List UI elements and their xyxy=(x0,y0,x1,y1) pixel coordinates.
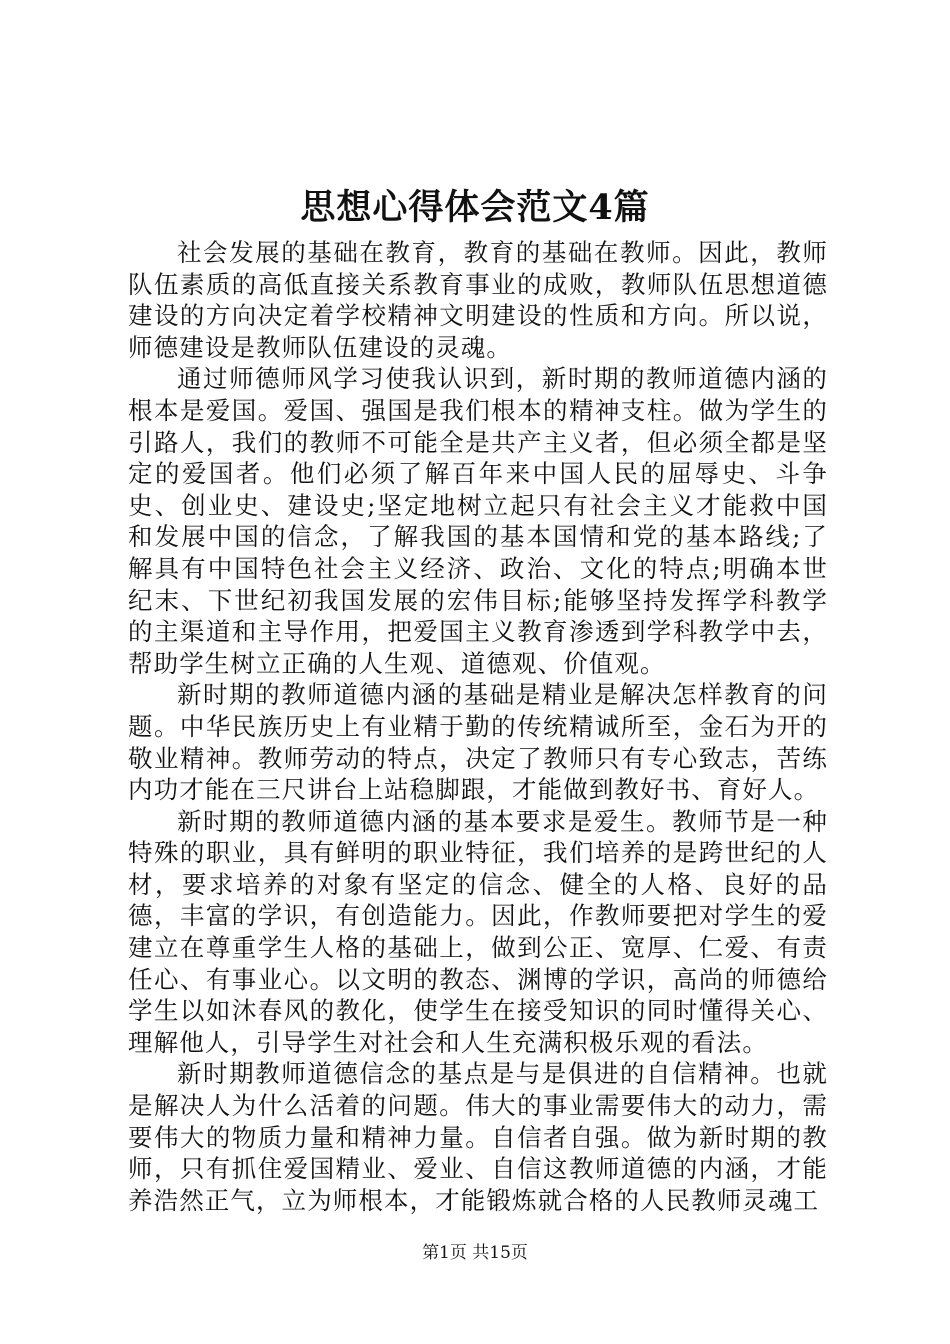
paragraph-4: 新时期的教师道德内涵的基本要求是爱生。教师节是一种特殊的职业，具有鲜明的职业特征，我们培养的是跨世纪的人材，要求培养的对象有坚定的信念、健全的人格、良好的品德，丰富的学识，有创造能力。因此，作教师要把对学生的爱建立在尊重学生人格的基础上，做到公正、宽厚、仁爱、有责任心、有事业心。以文明的教态、渊博的学识，高尚的师德给学生以如沐春风的教化，使学生在接受知识的同时懂得关心、理解他人，引导学生对社会和人生充满积极乐观的看法。 xyxy=(128,806,828,1057)
paragraph-2: 通过师德师风学习使我认识到，新时期的教师道德内涵的根本是爱国。爱国、强国是我们根本的精神支柱。做为学生的引路人，我们的教师不可能全是共产主义者，但必须全都是坚定的爱国者。他们必须了解百年来中国人民的屈辱史、斗争史、创业史、建设史;坚定地树立起只有社会主义才能救中国和发展中国的信念，了解我国的基本国情和党的基本路线;了解具有中国特色社会主义经济、政治、文化的特点;明确本世纪末、下世纪初我国发展的宏伟目标;能够坚持发挥学科教学的主渠道和主导作用，把爱国主义教育渗透到学科教学中去，帮助学生树立正确的人生观、道德观、价值观。 xyxy=(128,364,828,678)
paragraph-5: 新时期教师道德信念的基点是与是俱进的自信精神。也就是解决人为什么活着的问题。伟大的事业需要伟大的动力，需要伟大的物质力量和精神力量。自信者自强。做为新时期的教师，只有抓住爱国精业、爱业、自信这教师道德的内涵，才能养浩然正气，立为师根本，才能锻炼就合格的人民教师灵魂工 xyxy=(128,1059,828,1215)
paragraph-3: 新时期的教师道德内涵的基础是精业是解决怎样教育的问题。中华民族历史上有业精于勤的传统精诚所至，金石为开的敬业精神。教师劳动的特点，决定了教师只有专心致志，苦练内功才能在三尺讲台上站稳脚跟，才能做到教好书、育好人。 xyxy=(128,680,828,805)
page-footer: 第1页 共15页 xyxy=(422,1243,528,1263)
document-title: 思想心得体会范文4篇 xyxy=(300,187,650,228)
document-body xyxy=(128,237,828,1216)
paragraph-1: 社会发展的基础在教育，教育的基础在教师。因此，教师队伍素质的高低直接关系教育事业的成败，教师队伍思想道德建设的方向决定着学校精神文明建设的性质和方向。所以说，师德建设是教师队伍建设的灵魂。 xyxy=(128,238,828,362)
